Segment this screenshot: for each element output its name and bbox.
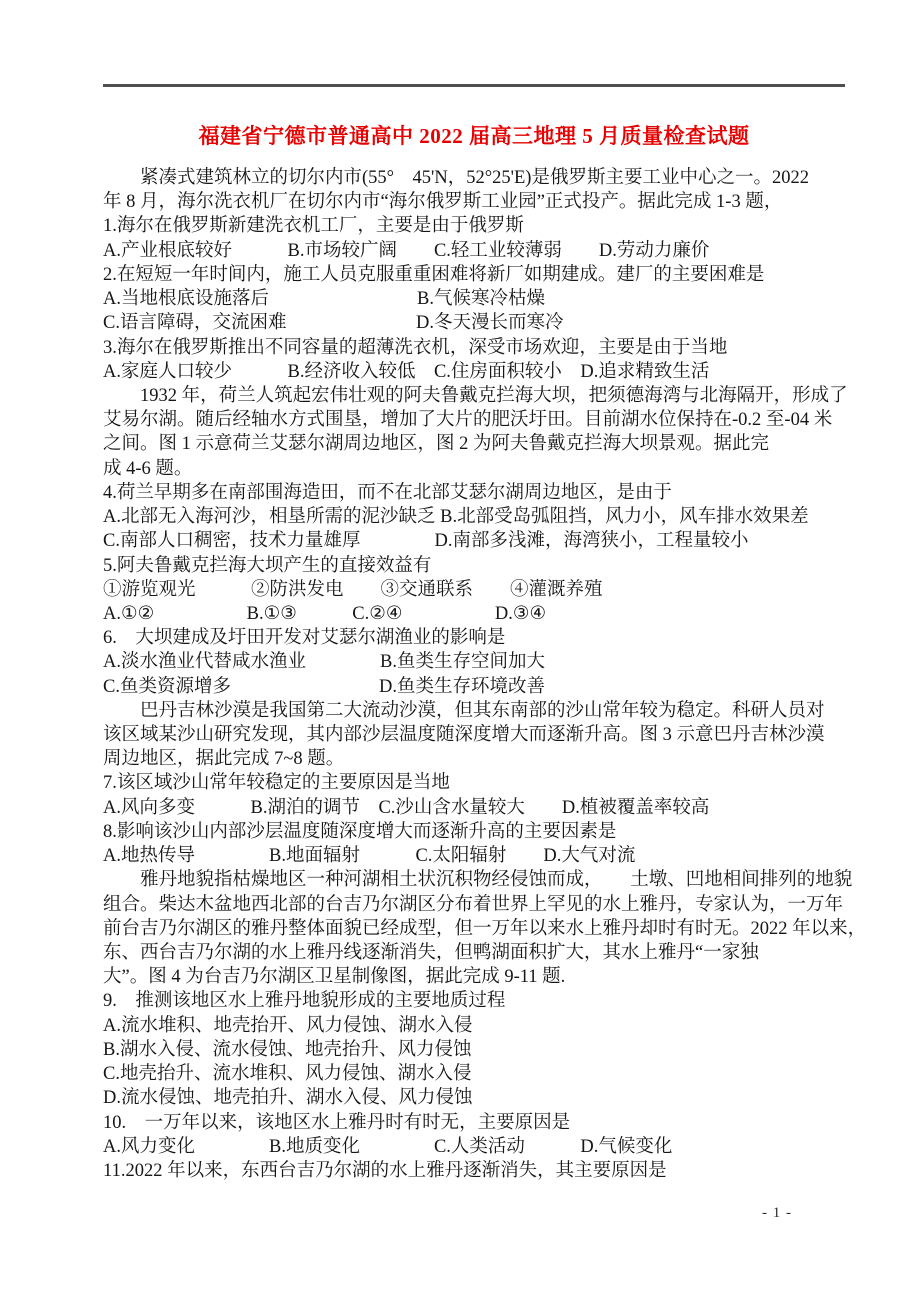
exam-title: 福建省宁德市普通高中 2022 届高三地理 5 月质量检查试题 (198, 124, 750, 148)
text-line: C.语言障碍，交流困难 D.冬天漫长而寒冷 (103, 313, 564, 334)
text-line: 前台吉乃尔湖区的雅丹整体面貌已经成型，但一万年以来水上雅丹却时有时无。2022 年以来， (103, 918, 867, 939)
text-line: 1.海尔在俄罗斯新建洗衣机工厂，主要是由于俄罗斯 (103, 216, 524, 237)
header-rule (103, 84, 845, 87)
text-line: ①游览观光 ②防洪发电 ③交通联系 ④灌溉养殖 (103, 579, 603, 600)
text-line: 雅丹地貌指枯燥地区一种河湖相土状沉积物经侵蚀而成， 土墩、凹地相间排列的地貌 (103, 870, 853, 891)
text-line: 8.影响该沙山内部沙层温度随深度增大而逐渐升高的主要因素是 (103, 821, 617, 842)
text-line: A.家庭人口较少 B.经济收入较低 C.住房面积较小 D.追求精致生活 (103, 361, 710, 382)
text-line: 组合。柴达木盆地西北部的台吉乃尔湖区分布着世界上罕见的水上雅丹，专家认为，一万年 (103, 894, 844, 915)
document-body (103, 166, 867, 1183)
text-line: 年 8 月，海尔洗衣机厂在切尔内市“海尔俄罗斯工业园”正式投产。据此完成 1-3 题， (103, 192, 783, 213)
text-line: 2.在短短一年时间内，施工人员克服重重困难将新厂如期建成。建厂的主要困难是 (103, 264, 765, 285)
text-line: 东、西台吉乃尔湖的水上雅丹线逐渐消失，但鸭湖面积扩大，其水上雅丹“一家独 (103, 943, 759, 963)
text-line: A.北部无入海河沙，相垦所需的泥沙缺乏 B.北部受岛弧阻挡，风力小，风车排水效果差 (103, 507, 809, 528)
text-line: C.鱼类资源增多 D.鱼类生存环境改善 (103, 676, 545, 697)
text-line: 成 4-6 题。 (103, 458, 193, 479)
text-line: 之间。图 1 示意荷兰艾瑟尔湖周边地区，图 2 为阿夫鲁戴克拦海大坝景观。据此完 (103, 434, 770, 455)
text-line: 4.荷兰早期多在南部围海造田，而不在北部艾瑟尔湖周边地区，是由于 (103, 482, 672, 503)
text-line: B.湖水入侵、流水侵蚀、地壳抬升、风力侵蚀 (103, 1039, 472, 1060)
text-line: D.流水侵蚀、地壳拍升、湖水入侵、风力侵蚀 (103, 1088, 473, 1109)
text-line: A.产业根底较好 B.市场较广阔 C.轻工业较薄弱 D.劳动力廉价 (103, 240, 710, 261)
text-line: 11.2022 年以来，东西台吉乃尔湖的水上雅丹逐渐消失，其主要原因是 (103, 1160, 667, 1181)
text-line: A.风向多变 B.湖泊的调节 C.沙山含水量较大 D.植被覆盖率较高 (103, 797, 710, 818)
text-line: 艾易尔湖。随后经轴水方式围垦，增加了大片的肥沃圩田。目前湖水位保持在-0.2 至-04 米 (103, 410, 833, 431)
page-number: - 1 - (762, 1205, 792, 1221)
text-line: 该区域某沙山研究发现，其内部沙层温度随深度增大而逐渐升高。图 3 示意巴丹吉林沙漠 (103, 725, 825, 746)
text-line: A.流水堆积、地壳抬开、风力侵蚀、湖水入侵 (103, 1015, 473, 1036)
text-line: C.地壳抬升、流水堆积、风力侵蚀、湖水入侵 (103, 1064, 472, 1085)
text-line: 大”。图 4 为台吉乃尔湖区卫星制像图，据此完成 9-11 题. (103, 967, 566, 988)
text-line: 7.该区域沙山常年较稳定的主要原因是当地 (103, 773, 450, 794)
text-line: 9. 推测该地区水上雅丹地貌形成的主要地质过程 (103, 991, 506, 1012)
text-line: 5.阿夫鲁戴克拦海大坝产生的直接效益有 (103, 555, 432, 576)
text-line: 6. 大坝建成及圩田开发对艾瑟尔湖渔业的影响是 (103, 628, 506, 649)
text-line: 3.海尔在俄罗斯推出不同容量的超薄洗衣机，深受市场欢迎，主要是由于当地 (103, 337, 728, 358)
text-line: C.南部人口稠密，技术力量雄厚 D.南部多浅滩，海湾狭小，工程量较小 (103, 531, 749, 552)
text-line: A.①② B.①③ C.②④ D.③④ (103, 603, 547, 624)
text-line: 10. 一万年以来，该地区水上雅丹时有时无，主要原因是 (103, 1112, 571, 1133)
text-line: A.风力变化 B.地质变化 C.人类活动 D.气候变化 (103, 1136, 673, 1157)
text-line: A.当地根底设施落后 B.气候寒冷枯燥 (103, 289, 545, 310)
text-line: 周边地区，据此完成 7~8 题。 (103, 749, 345, 770)
text-line: 巴丹吉林沙漠是我国第二大流动沙漠，但其东南部的沙山常年较为稳定。科研人员对 (103, 700, 825, 721)
text-line: A.淡水渔业代替咸水渔业 B.鱼类生存空间加大 (103, 652, 545, 673)
text-line: A.地热传导 B.地面辐射 C.太阳辐射 D.大气对流 (103, 846, 636, 867)
text-line: 1932 年，荷兰人筑起宏伟壮观的阿夫鲁戴克拦海大坝，把须德海湾与北海隔开，形成了 (103, 385, 848, 406)
text-line: 紧凑式建筑林立的切尔内市(55° 45'N，52°25'E)是俄罗斯主要工业中心之一。2022 (103, 168, 809, 188)
